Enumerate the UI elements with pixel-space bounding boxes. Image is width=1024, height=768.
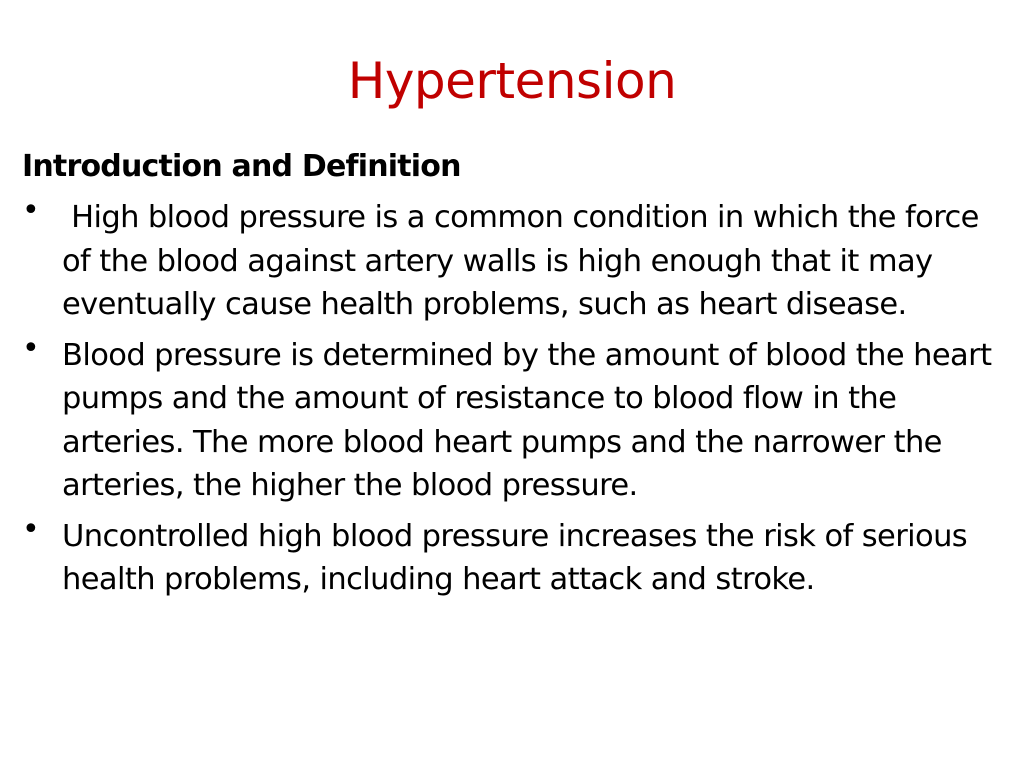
bullet-item xyxy=(22,193,997,327)
bullet-item xyxy=(22,330,997,508)
bullet-dot-icon: • xyxy=(22,511,40,547)
bullet-dot-icon: • xyxy=(22,330,40,366)
bullet-text: High blood pressure is a common condition in which the force of the blood against artery walls is high enough that it may eventually cause health problems, such as heart disease. xyxy=(62,200,988,322)
section-heading: Introduction and Definition xyxy=(22,149,461,184)
bullet-list xyxy=(22,193,997,609)
bullet-item xyxy=(22,511,997,602)
bullet-text: Uncontrolled high blood pressure increases the risk of serious health problems, including heart attack and stroke. xyxy=(62,518,968,597)
bullet-dot-icon: • xyxy=(22,193,40,228)
bullet-text: Blood pressure is determined by the amount of blood the heart pumps and the amount of resistance to blood flow in the arteries. The more blood heart pumps and the narrower the arteries, the higher the blood pressure. xyxy=(62,337,992,503)
slide-title: Hypertension xyxy=(347,52,677,110)
